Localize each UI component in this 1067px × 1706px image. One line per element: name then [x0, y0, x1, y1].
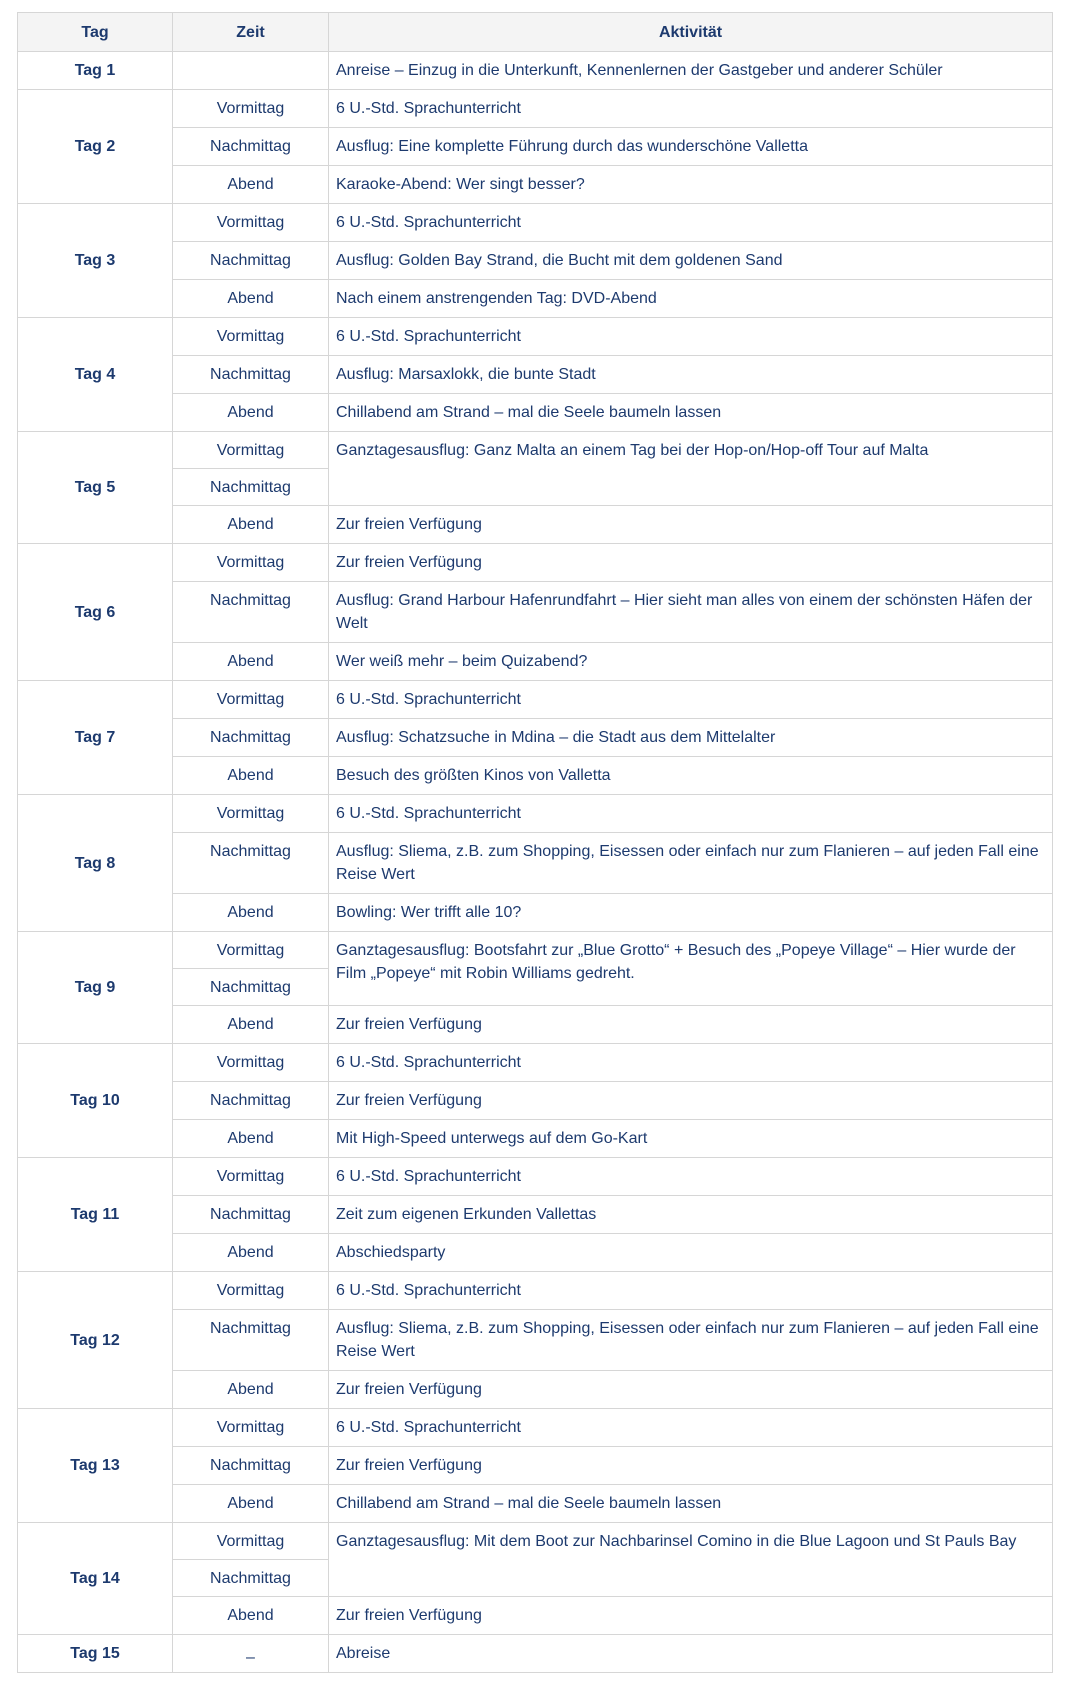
day-label: Tag 8: [18, 795, 173, 932]
activity: 6 U.-Std. Sprachunterricht: [329, 318, 1053, 356]
time-of-day: Nachmittag: [173, 128, 329, 166]
time-of-day: Vormittag: [173, 1272, 329, 1310]
time-of-day: Vormittag: [173, 1158, 329, 1196]
table-row: [18, 52, 1053, 90]
activity: Ausflug: Eine komplette Führung durch das wunderschöne Valletta: [329, 128, 1053, 166]
table-row: [18, 1234, 1053, 1272]
activity: 6 U.-Std. Sprachunterricht: [329, 795, 1053, 833]
time-of-day: [173, 52, 329, 90]
time-of-day: Abend: [173, 1120, 329, 1158]
time-of-day: Nachmittag: [173, 1310, 329, 1371]
table-row: [18, 544, 1053, 582]
time-of-day: Abend: [173, 166, 329, 204]
activity: Abschiedsparty: [329, 1234, 1053, 1272]
activity: Abreise: [329, 1635, 1053, 1673]
activity: Ganztagesausflug: Mit dem Boot zur Nachbarinsel Comino in die Blue Lagoon und St Pauls Bay: [329, 1523, 1053, 1597]
time-of-day: Nachmittag: [173, 582, 329, 643]
table-row: [18, 932, 1053, 969]
activity: Nach einem anstrengenden Tag: DVD-Abend: [329, 280, 1053, 318]
time-of-day: –: [173, 1635, 329, 1673]
time-of-day: Nachmittag: [173, 469, 329, 506]
time-of-day: Vormittag: [173, 932, 329, 969]
time-of-day: Vormittag: [173, 1523, 329, 1560]
activity: Mit High-Speed unterwegs auf dem Go-Kart: [329, 1120, 1053, 1158]
table-row: [18, 1523, 1053, 1560]
day-label: Tag 10: [18, 1044, 173, 1158]
header-aktivitaet: Aktivität: [329, 13, 1053, 52]
table-row: [18, 1371, 1053, 1409]
table-row: [18, 1272, 1053, 1310]
table-row: [18, 1196, 1053, 1234]
activity: 6 U.-Std. Sprachunterricht: [329, 1409, 1053, 1447]
activity: Zeit zum eigenen Erkunden Vallettas: [329, 1196, 1053, 1234]
header-tag: Tag: [18, 13, 173, 52]
table-row: [18, 432, 1053, 469]
time-of-day: Nachmittag: [173, 242, 329, 280]
time-of-day: Abend: [173, 757, 329, 795]
day-label: Tag 2: [18, 90, 173, 204]
activity: Ausflug: Schatzsuche in Mdina – die Stadt aus dem Mittelalter: [329, 719, 1053, 757]
activity: Zur freien Verfügung: [329, 1447, 1053, 1485]
activity: 6 U.-Std. Sprachunterricht: [329, 204, 1053, 242]
header-zeit: Zeit: [173, 13, 329, 52]
time-of-day: Vormittag: [173, 318, 329, 356]
table-row: [18, 1082, 1053, 1120]
time-of-day: Vormittag: [173, 1044, 329, 1082]
table-row: [18, 356, 1053, 394]
table-row: [18, 1120, 1053, 1158]
day-label: Tag 6: [18, 544, 173, 681]
day-label: Tag 15: [18, 1635, 173, 1673]
activity: Zur freien Verfügung: [329, 1371, 1053, 1409]
schedule-table-wrapper: [17, 12, 1052, 1673]
time-of-day: Nachmittag: [173, 719, 329, 757]
table-row: [18, 1006, 1053, 1044]
table-row: [18, 1597, 1053, 1635]
table-row: [18, 757, 1053, 795]
table-row: [18, 394, 1053, 432]
activity: Ganztagesausflug: Bootsfahrt zur „Blue Grotto“ + Besuch des „Popeye Village“ – Hier wurde der Film „Popeye“ mit Robin Williams gedreht.: [329, 932, 1053, 1006]
day-label: Tag 9: [18, 932, 173, 1044]
table-row: [18, 719, 1053, 757]
table-row: [18, 1635, 1053, 1673]
table-row: [18, 643, 1053, 681]
day-label: Tag 3: [18, 204, 173, 318]
day-label: Tag 13: [18, 1409, 173, 1523]
table-row: [18, 1485, 1053, 1523]
activity: Zur freien Verfügung: [329, 544, 1053, 582]
activity: Karaoke-Abend: Wer singt besser?: [329, 166, 1053, 204]
activity: Anreise – Einzug in die Unterkunft, Kennenlernen der Gastgeber und anderer Schüler: [329, 52, 1053, 90]
activity: Bowling: Wer trifft alle 10?: [329, 894, 1053, 932]
table-row: [18, 128, 1053, 166]
time-of-day: Nachmittag: [173, 1560, 329, 1597]
activity: Ausflug: Sliema, z.B. zum Shopping, Eisessen oder einfach nur zum Flanieren – auf jeden Fall eine Reise Wert: [329, 1310, 1053, 1371]
time-of-day: Abend: [173, 1371, 329, 1409]
time-of-day: Nachmittag: [173, 969, 329, 1006]
activity: 6 U.-Std. Sprachunterricht: [329, 90, 1053, 128]
day-label: Tag 5: [18, 432, 173, 544]
table-row: [18, 894, 1053, 932]
time-of-day: Nachmittag: [173, 833, 329, 894]
time-of-day: Vormittag: [173, 90, 329, 128]
time-of-day: Vormittag: [173, 1409, 329, 1447]
day-label: Tag 11: [18, 1158, 173, 1272]
day-label: Tag 1: [18, 52, 173, 90]
day-label: Tag 7: [18, 681, 173, 795]
activity: Ausflug: Grand Harbour Hafenrundfahrt – Hier sieht man alles von einem der schönsten Häfen der Welt: [329, 582, 1053, 643]
header-row: [18, 13, 1053, 52]
activity: Wer weiß mehr – beim Quizabend?: [329, 643, 1053, 681]
time-of-day: Abend: [173, 1597, 329, 1635]
activity: 6 U.-Std. Sprachunterricht: [329, 1272, 1053, 1310]
time-of-day: Abend: [173, 643, 329, 681]
table-row: [18, 1158, 1053, 1196]
activity: Ausflug: Golden Bay Strand, die Bucht mit dem goldenen Sand: [329, 242, 1053, 280]
time-of-day: Abend: [173, 506, 329, 544]
time-of-day: Vormittag: [173, 204, 329, 242]
activity: Zur freien Verfügung: [329, 1082, 1053, 1120]
time-of-day: Nachmittag: [173, 356, 329, 394]
day-label: Tag 4: [18, 318, 173, 432]
table-row: [18, 582, 1053, 643]
table-row: [18, 318, 1053, 356]
table-row: [18, 242, 1053, 280]
activity: 6 U.-Std. Sprachunterricht: [329, 1044, 1053, 1082]
table-row: [18, 506, 1053, 544]
table-row: [18, 1310, 1053, 1371]
schedule-table: [17, 12, 1053, 1673]
time-of-day: Vormittag: [173, 681, 329, 719]
time-of-day: Abend: [173, 1006, 329, 1044]
activity: Besuch des größten Kinos von Valletta: [329, 757, 1053, 795]
day-label: Tag 14: [18, 1523, 173, 1635]
day-label: Tag 12: [18, 1272, 173, 1409]
time-of-day: Nachmittag: [173, 1196, 329, 1234]
activity: 6 U.-Std. Sprachunterricht: [329, 1158, 1053, 1196]
time-of-day: Nachmittag: [173, 1082, 329, 1120]
time-of-day: Vormittag: [173, 544, 329, 582]
activity: Ausflug: Sliema, z.B. zum Shopping, Eisessen oder einfach nur zum Flanieren – auf jeden Fall eine Reise Wert: [329, 833, 1053, 894]
time-of-day: Abend: [173, 1234, 329, 1272]
activity: Chillabend am Strand – mal die Seele baumeln lassen: [329, 1485, 1053, 1523]
time-of-day: Nachmittag: [173, 1447, 329, 1485]
table-row: [18, 90, 1053, 128]
table-row: [18, 1447, 1053, 1485]
table-row: [18, 833, 1053, 894]
time-of-day: Abend: [173, 1485, 329, 1523]
time-of-day: Abend: [173, 280, 329, 318]
table-body: [18, 52, 1053, 1673]
activity: Ganztagesausflug: Ganz Malta an einem Tag bei der Hop-on/Hop-off Tour auf Malta: [329, 432, 1053, 506]
time-of-day: Abend: [173, 394, 329, 432]
table-header: [18, 13, 1053, 52]
time-of-day: Vormittag: [173, 432, 329, 469]
table-row: [18, 681, 1053, 719]
activity: Zur freien Verfügung: [329, 1006, 1053, 1044]
time-of-day: Abend: [173, 894, 329, 932]
activity: 6 U.-Std. Sprachunterricht: [329, 681, 1053, 719]
table-row: [18, 204, 1053, 242]
table-row: [18, 795, 1053, 833]
activity: Zur freien Verfügung: [329, 506, 1053, 544]
activity: Ausflug: Marsaxlokk, die bunte Stadt: [329, 356, 1053, 394]
table-row: [18, 1409, 1053, 1447]
table-row: [18, 280, 1053, 318]
table-row: [18, 166, 1053, 204]
activity: Zur freien Verfügung: [329, 1597, 1053, 1635]
activity: Chillabend am Strand – mal die Seele baumeln lassen: [329, 394, 1053, 432]
time-of-day: Vormittag: [173, 795, 329, 833]
table-row: [18, 1044, 1053, 1082]
